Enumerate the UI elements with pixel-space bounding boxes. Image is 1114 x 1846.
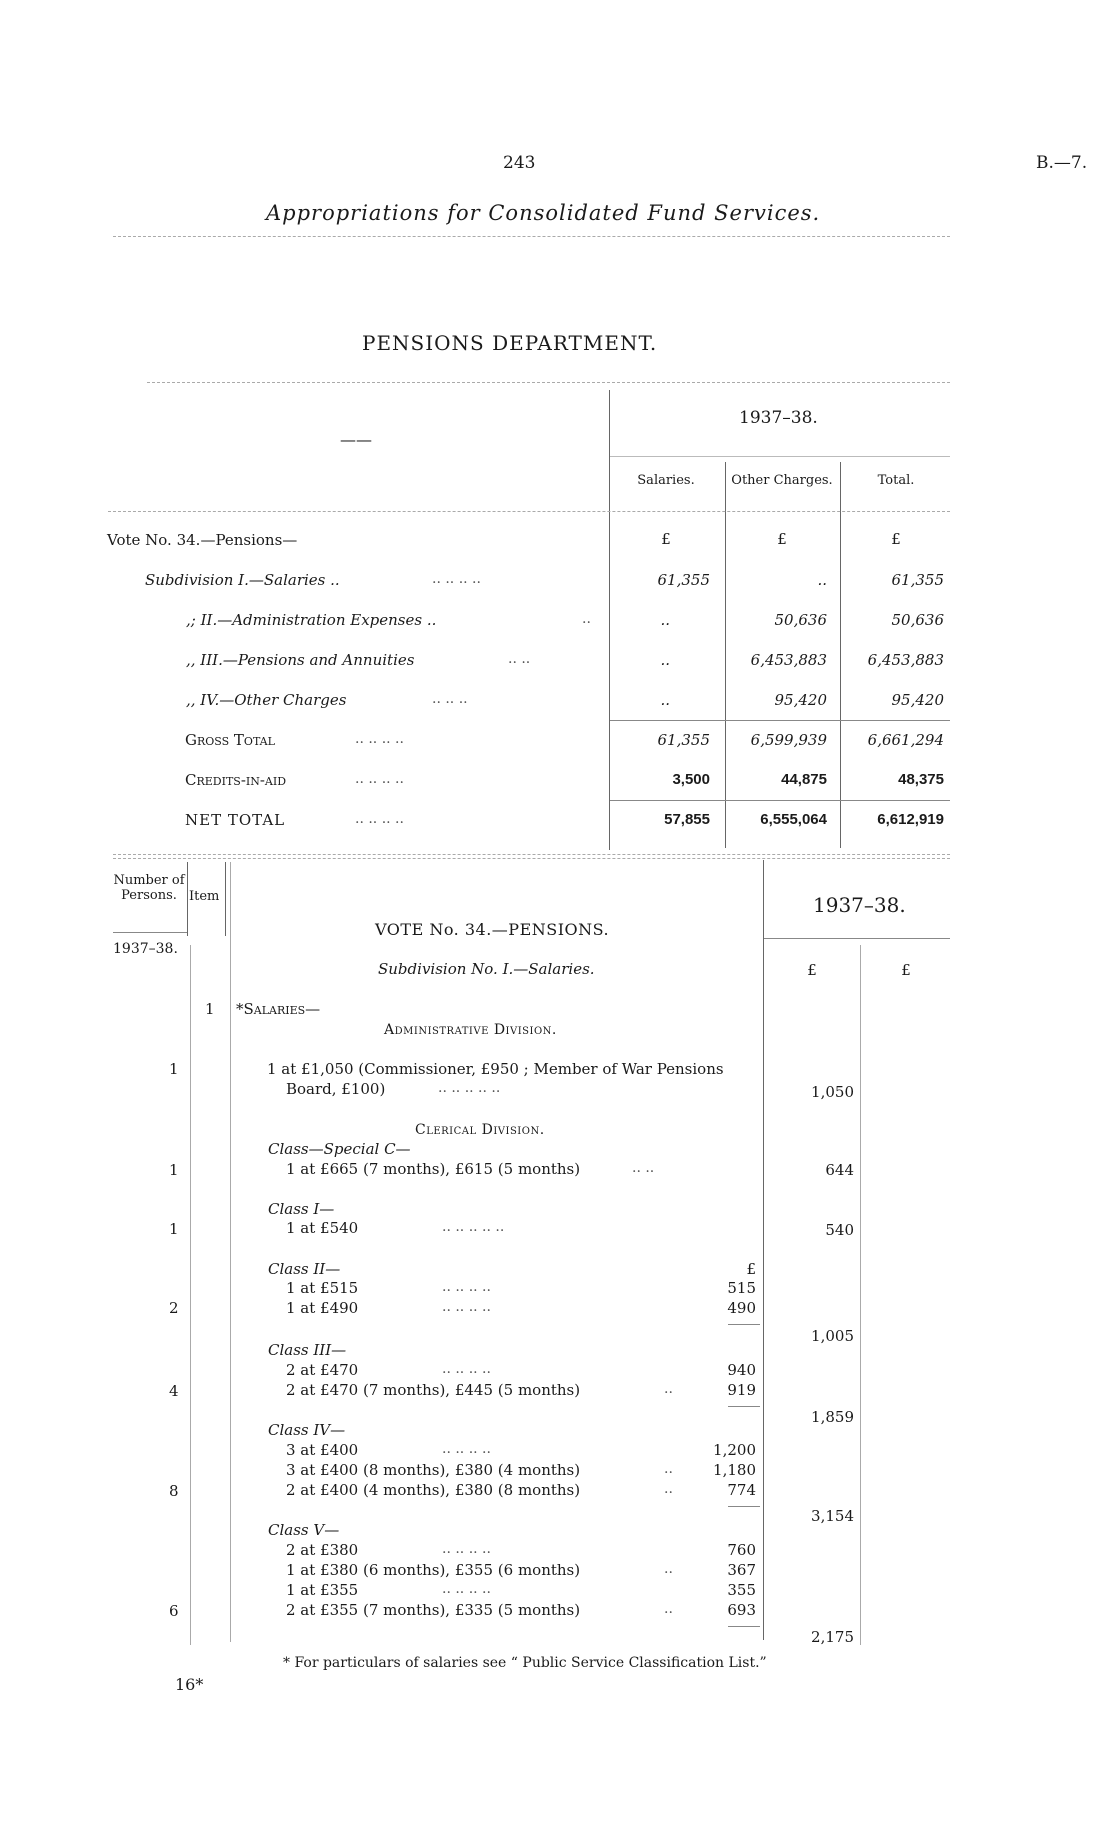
entry-dots: .. .. .. .. — [442, 1279, 491, 1295]
credits-in-aid-salaries: 3,500 — [672, 771, 710, 788]
summary-row-dots: .. .. .. .. — [432, 571, 481, 587]
entry-subamount: 693 — [727, 1601, 756, 1619]
entry-amount: 1,859 — [811, 1408, 854, 1426]
entry-dots: .. — [664, 1381, 673, 1397]
gross-total-other: 6,599,939 — [750, 731, 827, 749]
entry-subamount: 1,180 — [713, 1461, 756, 1479]
class-heading: Class II— — [268, 1260, 341, 1278]
entry-subamount: 774 — [727, 1481, 756, 1499]
class-heading: Class—Special C— — [268, 1140, 411, 1158]
entry-dots: .. — [664, 1561, 673, 1577]
pound-total: £ — [891, 530, 901, 548]
entry-dots: .. .. .. .. — [442, 1541, 491, 1557]
persons-col-line — [190, 945, 191, 1645]
gross-total-dots: .. .. .. .. — [355, 731, 404, 747]
summary-row-total: 6,453,883 — [867, 651, 944, 669]
entry-line: 1 at £490 — [286, 1299, 359, 1317]
summary-row-total: 50,636 — [891, 611, 944, 629]
col-salaries-header: Salaries. — [637, 473, 695, 488]
summary-top-rule — [147, 382, 950, 383]
gross-total-salaries: 61,355 — [657, 731, 710, 749]
entry-dots: .. .. .. .. .. — [442, 1219, 505, 1235]
entry-line: 1 at £540 — [286, 1219, 359, 1237]
entry-subamount: 940 — [727, 1361, 756, 1379]
vote-label: Vote No. 34.—Pensions— — [107, 531, 298, 549]
summary-bottom-rule — [113, 854, 950, 855]
footnote: * For particulars of salaries see “ Public Service Classification List.” — [283, 1655, 767, 1671]
summary-row-label: ,, III.—Pensions and Annuities — [186, 651, 415, 669]
page-subtitle: Appropriations for Consolidated Fund Services. — [266, 201, 821, 225]
summary-row-other: 50,636 — [774, 611, 827, 629]
entry-line: 2 at £470 (7 months), £445 (5 months) — [286, 1381, 581, 1399]
entry-amount: 540 — [825, 1221, 854, 1239]
clerical-division-heading: Clerical Division. — [415, 1122, 545, 1138]
credits-in-aid-label: Credits-in-aid — [185, 771, 287, 789]
summary-row-other: 95,420 — [774, 691, 827, 709]
entry-amount: 2,175 — [811, 1628, 854, 1646]
subtotal-rule — [728, 1506, 760, 1507]
gross-total-total: 6,661,294 — [867, 731, 944, 749]
entry-dots: .. — [664, 1481, 673, 1497]
entry-line: 3 at £400 — [286, 1441, 359, 1459]
col-number-of-persons: Number of Persons. — [113, 873, 185, 903]
summary-row-salaries: .. — [660, 611, 670, 629]
credits-in-aid-total: 48,375 — [898, 771, 944, 788]
detail-total-divider — [860, 945, 861, 1645]
credits-in-aid-dots: .. .. .. .. — [355, 771, 404, 787]
persons-divider — [187, 862, 188, 936]
year-right-rule — [764, 938, 950, 939]
entry-line: 2 at £355 (7 months), £335 (5 months) — [286, 1601, 581, 1619]
persons-count: 2 — [169, 1299, 179, 1317]
summary-row-salaries: .. — [660, 691, 670, 709]
col-divider-2 — [840, 462, 841, 512]
summary-year: 1937–38. — [739, 408, 818, 428]
page-number: 243 — [503, 153, 536, 173]
col-divider-1 — [725, 462, 726, 512]
pound-subcolumn: £ — [746, 1260, 756, 1278]
entry-subamount: 355 — [727, 1581, 756, 1599]
entry-line: 1 at £665 (7 months), £615 (5 months) — [286, 1160, 581, 1178]
persons-header-rule — [113, 932, 187, 933]
summary-left-divider — [609, 390, 610, 850]
pound-other: £ — [777, 530, 787, 548]
pound-amount: £ — [807, 961, 817, 979]
subtotal-rule — [728, 1406, 760, 1407]
entry-dots: .. — [664, 1461, 673, 1477]
col-total-header: Total. — [877, 473, 915, 488]
entry-dots: .. — [664, 1601, 673, 1617]
net-rule — [610, 800, 950, 801]
net-total-label: NET TOTAL — [185, 811, 286, 829]
summary-dash: —— — [340, 430, 372, 449]
entry-line: 1 at £1,050 (Commissioner, £950 ; Member of War Pensions — [267, 1060, 724, 1078]
entry-line: 1 at £380 (6 months), £355 (6 months) — [286, 1561, 581, 1579]
header-rule — [113, 236, 950, 237]
summary-row-total: 95,420 — [891, 691, 944, 709]
col-divider-1b — [725, 512, 726, 848]
year-rule — [610, 456, 950, 457]
persons-count: 6 — [169, 1602, 179, 1620]
class-heading: Class V— — [268, 1521, 340, 1539]
entry-line: 2 at £380 — [286, 1541, 359, 1559]
summary-bottom-rule-2 — [113, 858, 950, 859]
entry-line: 2 at £400 (4 months), £380 (8 months) — [286, 1481, 581, 1499]
pound-salaries: £ — [661, 530, 671, 548]
summary-row-label: ,; II.—Administration Expenses .. — [186, 611, 437, 629]
entry-line: 1 at £515 — [286, 1279, 359, 1297]
entry-subamount: 1,200 — [713, 1441, 756, 1459]
year-left: 1937–38. — [113, 941, 178, 957]
entry-dots: .. .. .. .. — [442, 1581, 491, 1597]
admin-division-heading: Administrative Division. — [384, 1022, 557, 1038]
col-item: Item — [189, 889, 220, 904]
subtotal-rule — [728, 1324, 760, 1325]
class-heading: Class III— — [268, 1341, 347, 1359]
entry-dots: .. .. — [632, 1160, 655, 1176]
entry-line: 3 at £400 (8 months), £380 (4 months) — [286, 1461, 581, 1479]
entry-dots: .. .. .. .. — [442, 1441, 491, 1457]
salaries-heading: *Salaries— — [236, 1000, 321, 1018]
persons-count: 1 — [169, 1220, 179, 1238]
entry-line: 2 at £470 — [286, 1361, 359, 1379]
entry-dots: .. .. .. .. .. — [438, 1080, 501, 1096]
entry-amount: 1,005 — [811, 1327, 854, 1345]
summary-row-dots: .. .. — [508, 651, 531, 667]
subtotal-rule — [610, 720, 950, 721]
net-total-total: 6,612,919 — [877, 811, 944, 828]
entry-amount: 1,050 — [811, 1083, 854, 1101]
year-right: 1937–38. — [813, 893, 906, 917]
entry-subamount: 490 — [727, 1299, 756, 1317]
entry-subamount: 760 — [727, 1541, 756, 1559]
subdivision-title: Subdivision No. I.—Salaries. — [378, 960, 595, 978]
summary-row-total: 61,355 — [891, 571, 944, 589]
net-total-other: 6,555,064 — [760, 811, 827, 828]
class-heading: Class I— — [268, 1200, 335, 1218]
summary-row-dots: .. — [582, 611, 591, 627]
net-total-dots: .. .. .. .. — [355, 811, 404, 827]
class-heading: Class IV— — [268, 1421, 346, 1439]
gross-total-label: Gross Total — [185, 731, 275, 749]
entry-subamount: 919 — [727, 1381, 756, 1399]
entry-subamount: 367 — [727, 1561, 756, 1579]
entry-dots: .. .. .. .. — [442, 1361, 491, 1377]
col-header-rule — [108, 511, 950, 512]
credits-in-aid-other: 44,875 — [781, 771, 827, 788]
entry-subamount: 515 — [727, 1279, 756, 1297]
col-other-header: Other Charges. — [731, 473, 833, 488]
item-col-line — [230, 862, 231, 1642]
entry-amount: 3,154 — [811, 1507, 854, 1525]
entry-line: 1 at £355 — [286, 1581, 359, 1599]
item-divider — [225, 862, 226, 936]
summary-row-label: Subdivision I.—Salaries .. — [145, 571, 340, 589]
persons-count: 4 — [169, 1382, 179, 1400]
entry-dots: .. .. .. .. — [442, 1299, 491, 1315]
entry-amount: 644 — [825, 1161, 854, 1179]
persons-count: 8 — [169, 1482, 179, 1500]
pound-total: £ — [901, 961, 911, 979]
signature-mark: 16* — [175, 1675, 204, 1694]
persons-count: 1 — [169, 1060, 179, 1078]
entry-line: Board, £100) — [286, 1080, 386, 1098]
summary-row-other: 6,453,883 — [750, 651, 827, 669]
net-total-salaries: 57,855 — [664, 811, 710, 828]
summary-row-other: .. — [817, 571, 827, 589]
summary-row-salaries: .. — [660, 651, 670, 669]
item-number: 1 — [205, 1000, 215, 1018]
department-title: PENSIONS DEPARTMENT. — [362, 331, 658, 355]
persons-count: 1 — [169, 1161, 179, 1179]
subtotal-rule — [728, 1626, 760, 1627]
summary-row-dots: .. .. .. — [432, 691, 468, 707]
summary-row-label: ,, IV.—Other Charges — [186, 691, 347, 709]
summary-row-salaries: 61,355 — [657, 571, 710, 589]
col-divider-2b — [840, 512, 841, 848]
doc-reference: B.—7. — [1036, 153, 1088, 173]
vote-title: VOTE No. 34.—PENSIONS. — [375, 920, 610, 939]
